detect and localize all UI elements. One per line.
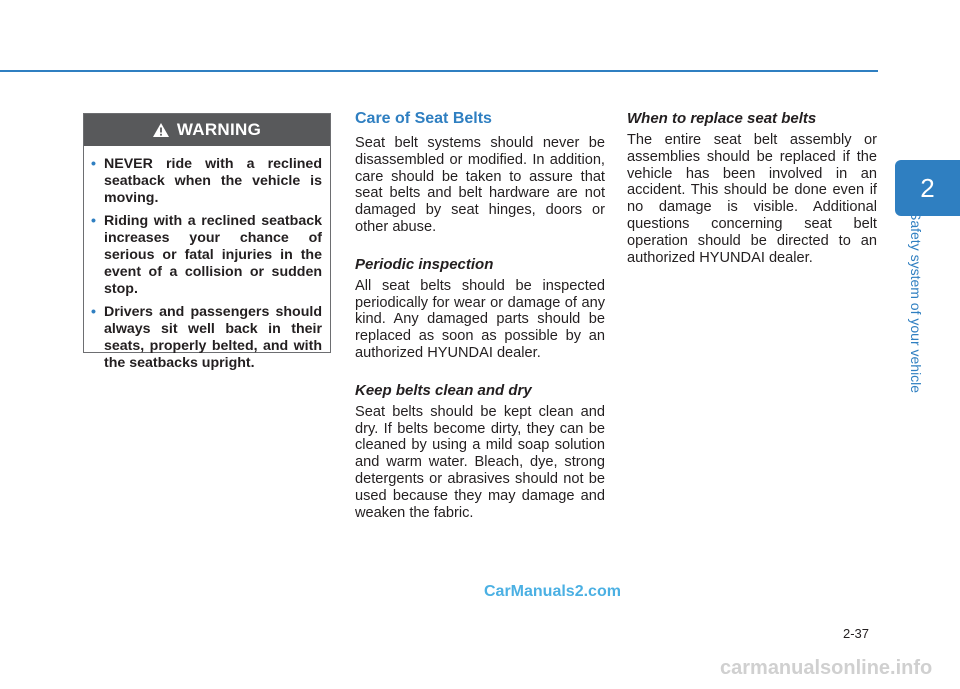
warning-list bbox=[84, 146, 330, 372]
section-title: Care of Seat Belts bbox=[355, 110, 492, 127]
warning-icon bbox=[153, 123, 169, 137]
care-intro: Seat belt systems should never be disassembled or modified. In addition, care should be taken to assure that seat belts and belt hardware are not damaged by seat hinges, doors or other abuse. bbox=[355, 135, 605, 235]
warning-box bbox=[83, 113, 331, 371]
warning-label: WARNING bbox=[176, 120, 262, 139]
chapter-title-text: Safety system of your vehicle bbox=[908, 211, 924, 394]
clean-dry-text: Seat belts should be kept clean and dry. If belts become dirty, they can be cleaned by using a mild soap solution and warm water. Bleach, dye, strong detergents or abrasives should not be used because they may damage and weaken the fabric. bbox=[355, 403, 605, 521]
periodic-inspection-title: Periodic inspection bbox=[355, 255, 494, 273]
bullet-icon: • bbox=[91, 304, 96, 321]
chapter-number: 2 bbox=[920, 173, 935, 203]
warning-item: • Drivers and passengers should always sit well back in their seats, properly belted, and with the seatbacks upright. bbox=[91, 304, 322, 371]
bullet-icon: • bbox=[91, 213, 96, 230]
header-rule bbox=[0, 70, 878, 72]
periodic-inspection-text: All seat belts should be inspected periodically for wear or damage of any kind. Any damaged parts should be replaced as soon as possible by an authorized HYUNDAI dealer. bbox=[355, 277, 605, 361]
warning-item: • NEVER ride with a reclined seatback when the vehicle is moving. bbox=[91, 156, 322, 206]
replace-text: The entire seat belt assembly or assemblies should be replaced if the vehicle has been involved in an accident. This should be done even if no damage is visible. Additional questions concerning seat belt operation should be directed to an authorized HYUNDAI dealer. bbox=[627, 132, 877, 266]
page-number: 2-37 bbox=[843, 626, 870, 641]
chapter-title bbox=[908, 205, 928, 405]
care-column bbox=[355, 110, 605, 521]
warning-header bbox=[84, 114, 330, 146]
replace-title: When to replace seat belts bbox=[627, 110, 817, 127]
bullet-icon: • bbox=[91, 156, 96, 172]
watermark-link[interactable]: CarManuals2.com bbox=[484, 583, 621, 600]
footer-watermark: carmanualsonline.info bbox=[720, 657, 933, 679]
replace-column bbox=[627, 110, 877, 266]
clean-dry-title: Keep belts clean and dry bbox=[355, 381, 532, 399]
warning-item: • Riding with a reclined seatback increases your chance of serious or fatal injuries in the event of a collision or sudden stop. bbox=[91, 213, 322, 297]
